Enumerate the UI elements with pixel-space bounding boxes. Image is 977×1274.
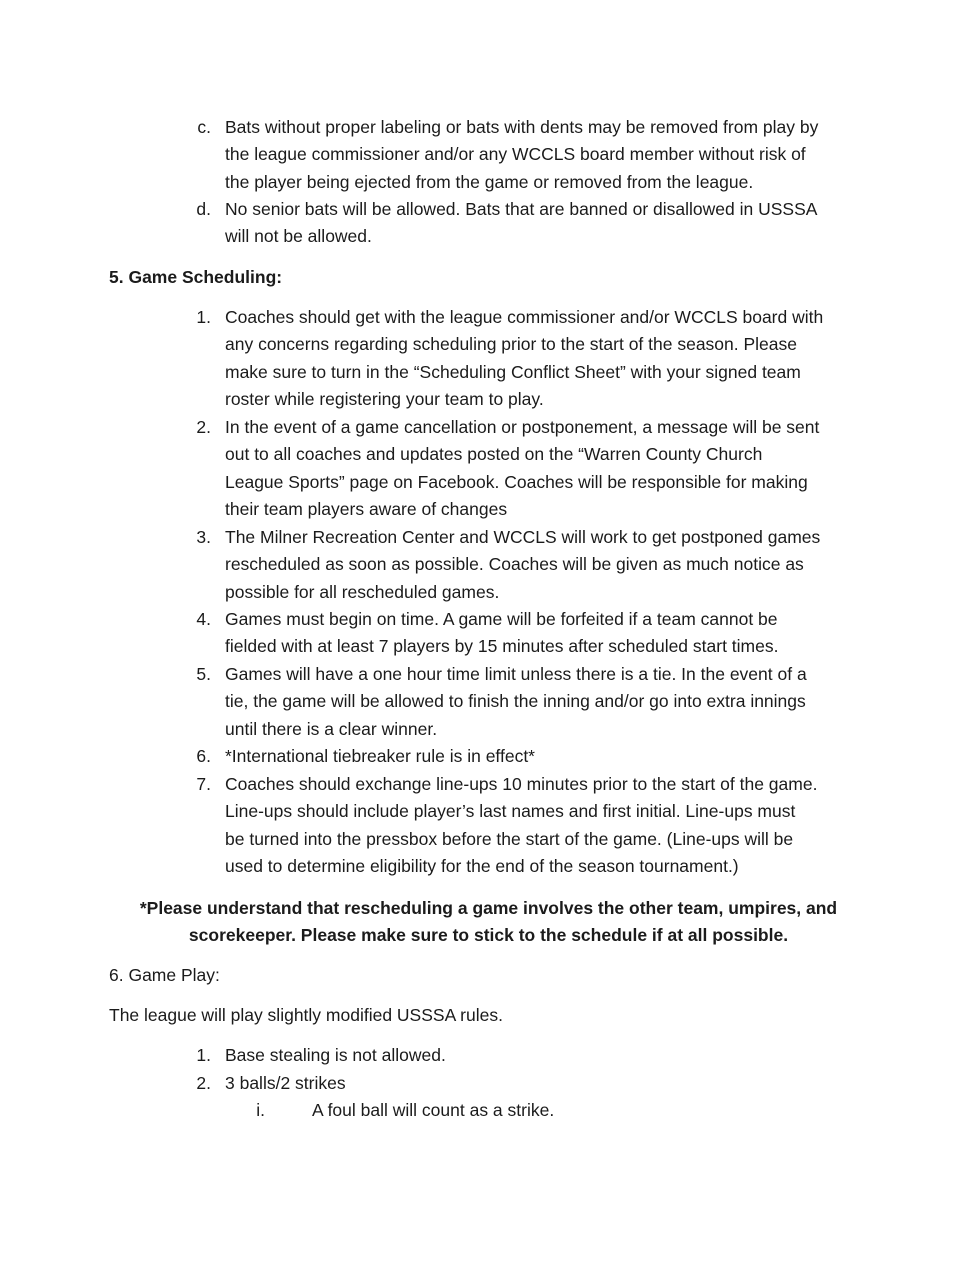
list-item-line: A foul ball will count as a strike. [312, 1100, 555, 1120]
list-item-line: be turned into the pressbox before the start of the game. (Line-ups will be [225, 828, 794, 849]
list-marker: 1. [196, 307, 211, 327]
list-item-line: The Milner Recreation Center and WCCLS will work to get postponed games [225, 527, 821, 547]
list-marker: 2. [196, 417, 211, 437]
list-item-line: rescheduled as soon as possible. Coaches will be given as much notice as [225, 554, 804, 575]
list-item-line: Games will have a one hour time limit unless there is a tie. In the event of a [225, 664, 807, 684]
list-marker: i. [256, 1100, 265, 1120]
list-marker: 7. [196, 774, 211, 794]
list-item-line: No senior bats will be allowed. Bats that are banned or disallowed in USSSA [225, 199, 818, 219]
list-item-line: will not be allowed. [225, 226, 372, 247]
list-item-line: make sure to turn in the “Scheduling Conflict Sheet” with your signed team [225, 361, 801, 382]
section-heading: 6. Game Play: [109, 965, 220, 985]
list-marker: 6. [196, 746, 211, 766]
list-marker: 2. [196, 1073, 211, 1093]
list-item-line: Bats without proper labeling or bats with dents may be removed from play by [225, 117, 819, 137]
section-intro: The league will play slightly modified USSSA rules. [109, 1005, 503, 1025]
list-item-line: until there is a clear winner. [225, 718, 438, 739]
list-marker: 5. [196, 664, 211, 684]
list-item-line: *International tiebreaker rule is in effect* [225, 746, 535, 766]
list-marker: 4. [196, 609, 211, 629]
list-item-line: tie, the game will be allowed to finish the inning and/or go into extra innings [225, 691, 806, 712]
list-item-line: any concerns regarding scheduling prior to the start of the season. Please [225, 334, 798, 355]
list-item-line: their team players aware of changes [225, 499, 508, 520]
note-line: *Please understand that rescheduling a game involves the other team, umpires, and [139, 898, 838, 918]
list-item-line: Base stealing is not allowed. [225, 1045, 446, 1065]
list-marker: c. [197, 117, 211, 137]
list-item-line: fielded with at least 7 players by 15 minutes after scheduled start times. [225, 636, 779, 657]
list-marker: 1. [196, 1045, 211, 1065]
list-item-line: Coaches should exchange line-ups 10 minutes prior to the start of the game. [225, 774, 818, 794]
list-marker: 3. [196, 527, 211, 547]
list-item-line: Line-ups should include player’s last names and first initial. Line-ups must [225, 801, 796, 822]
list-item-line: out to all coaches and updates posted on the “Warren County Church [225, 444, 763, 465]
list-item-line: used to determine eligibility for the end of the season tournament.) [225, 856, 739, 877]
list-item-line: League Sports” page on Facebook. Coaches will be responsible for making [225, 471, 808, 492]
list-item-line: the player being ejected from the game or removed from the league. [225, 171, 754, 192]
list-item-line: 3 balls/2 strikes [225, 1073, 346, 1093]
list-item-line: Games must begin on time. A game will be forfeited if a team cannot be [225, 609, 778, 629]
note-line: scorekeeper. Please make sure to stick to the schedule if at all possible. [188, 925, 789, 945]
list-item-line: In the event of a game cancellation or postponement, a message will be sent [225, 417, 820, 437]
list-item-line: roster while registering your team to play. [225, 389, 544, 410]
list-item-line: Coaches should get with the league commissioner and/or WCCLS board with [225, 307, 824, 327]
list-item-line: possible for all rescheduled games. [225, 581, 500, 602]
list-marker: d. [196, 199, 211, 219]
section-heading: 5. Game Scheduling: [109, 267, 283, 287]
list-item-line: the league commissioner and/or any WCCLS board member without risk of [225, 144, 806, 165]
